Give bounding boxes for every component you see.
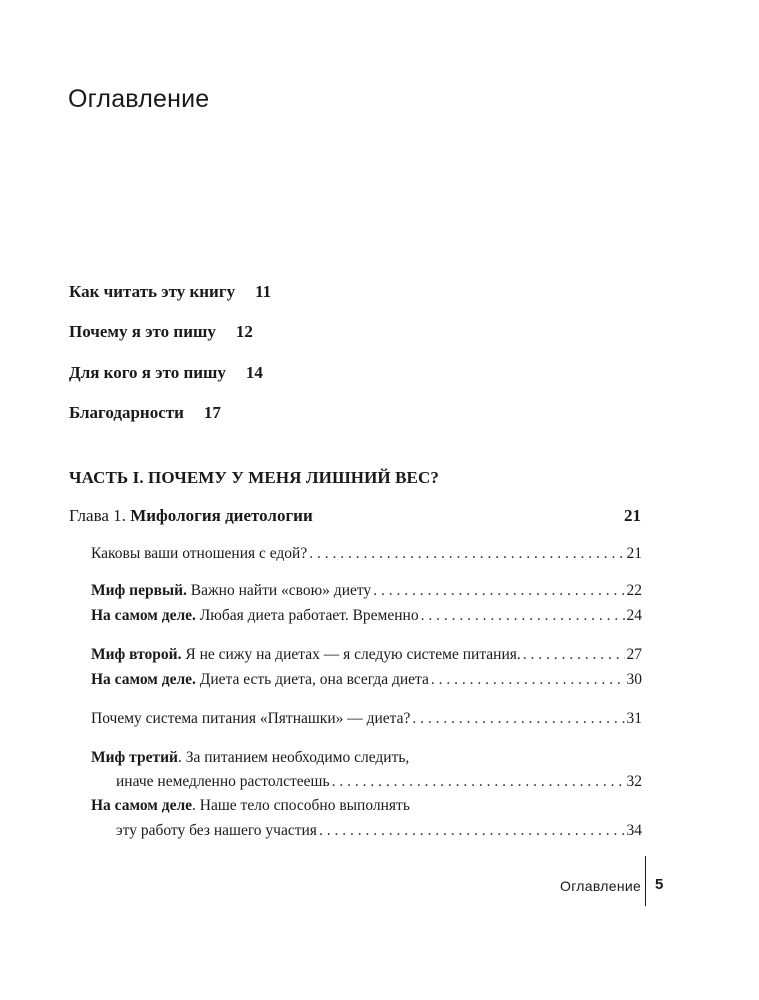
toc-front-page: 11 [255, 282, 272, 301]
toc-entry[interactable] [91, 710, 642, 728]
toc-entry-body: Любая диета работает. Временно [195, 607, 419, 624]
toc-leader [373, 582, 624, 600]
toc-front-item[interactable] [69, 282, 271, 302]
toc-entry[interactable] [91, 582, 642, 600]
toc-front-item[interactable] [69, 322, 253, 342]
toc-entry-page: 27 [626, 646, 642, 663]
toc-entry-body: Диета есть диета, она всегда диета [195, 671, 429, 688]
chapter-title-wrap [69, 506, 313, 526]
toc-entry-text [91, 671, 429, 689]
toc-entry-body: . За питанием необходимо следить, [177, 749, 410, 766]
toc-entry-text [91, 582, 371, 600]
toc-entry[interactable] [91, 646, 642, 664]
toc-entry-lead: Миф первый. [91, 582, 187, 599]
toc-front-title: Благодарности [69, 403, 184, 422]
toc-entry-page: 32 [626, 773, 642, 790]
toc-entry-lead: На самом деле [91, 797, 193, 814]
running-footer-label: Оглавление [560, 878, 642, 894]
toc-entry-text: Почему система питания «Пятнашки» — диета? [91, 710, 411, 727]
part-title: ЧАСТЬ I. ПОЧЕМУ У МЕНЯ ЛИШНИЙ ВЕС? [69, 468, 439, 487]
toc-leader [319, 822, 625, 840]
toc-entry-lead: Миф третий [91, 749, 178, 766]
page-title: Оглавление [68, 85, 210, 113]
toc-entry-page: 21 [626, 545, 642, 562]
toc-entry-body: . Наше тело способно выполнять [192, 797, 410, 814]
toc-entry-page: 34 [626, 822, 642, 839]
toc-entry-page: 31 [626, 710, 642, 727]
toc-entry[interactable] [91, 671, 642, 689]
chapter-heading[interactable] [69, 506, 641, 526]
toc-front-item[interactable] [69, 363, 263, 383]
toc-entry[interactable] [91, 773, 642, 791]
toc-leader [421, 607, 625, 625]
toc-front-page: 12 [235, 322, 253, 341]
toc-entry-page: 30 [626, 671, 642, 688]
toc-entry[interactable] [91, 822, 642, 840]
toc-entry-lead: На самом деле. [91, 671, 196, 688]
toc-entry-continuation: эту работу без нашего участия [116, 822, 317, 839]
toc-leader [332, 773, 625, 791]
toc-front-page: 17 [203, 403, 221, 422]
page-number: 5 [655, 876, 664, 893]
toc-entry-lead: На самом деле. [91, 607, 196, 624]
toc-entry-text [91, 607, 419, 625]
toc-front-page: 14 [245, 363, 263, 382]
toc-entry-first-line[interactable] [91, 749, 409, 767]
toc-entry-text [91, 646, 521, 664]
toc-front-title: Почему я это пишу [69, 322, 216, 341]
toc-entry-lead: Миф второй. [91, 646, 182, 663]
chapter-title: Мифология диетологии [130, 506, 313, 525]
toc-front-title: Как читать эту книгу [69, 282, 236, 301]
toc-entry-page: 24 [626, 607, 642, 624]
toc-entry-page: 22 [626, 582, 642, 599]
toc-entry-first-line[interactable] [91, 797, 410, 815]
toc-leader [523, 646, 625, 664]
toc-entry-body: Важно найти «свою» диету [186, 582, 372, 599]
toc-leader [412, 710, 624, 728]
toc-front-title: Для кого я это пишу [69, 363, 226, 382]
toc-front-item[interactable] [69, 403, 221, 423]
chapter-prefix: Глава 1. [69, 506, 126, 525]
toc-entry-body: Я не сижу на диетах — я следую системе питания. [181, 646, 521, 663]
chapter-page: 21 [624, 506, 641, 525]
toc-leader [431, 671, 625, 689]
toc-entry-continuation: иначе немедленно растолстеешь [116, 773, 330, 790]
toc-leader [309, 545, 624, 563]
toc-entry-text: Каковы ваши отношения с едой? [91, 545, 308, 562]
toc-entry[interactable] [91, 545, 642, 563]
footer-divider [645, 856, 646, 906]
toc-entry[interactable] [91, 607, 642, 625]
